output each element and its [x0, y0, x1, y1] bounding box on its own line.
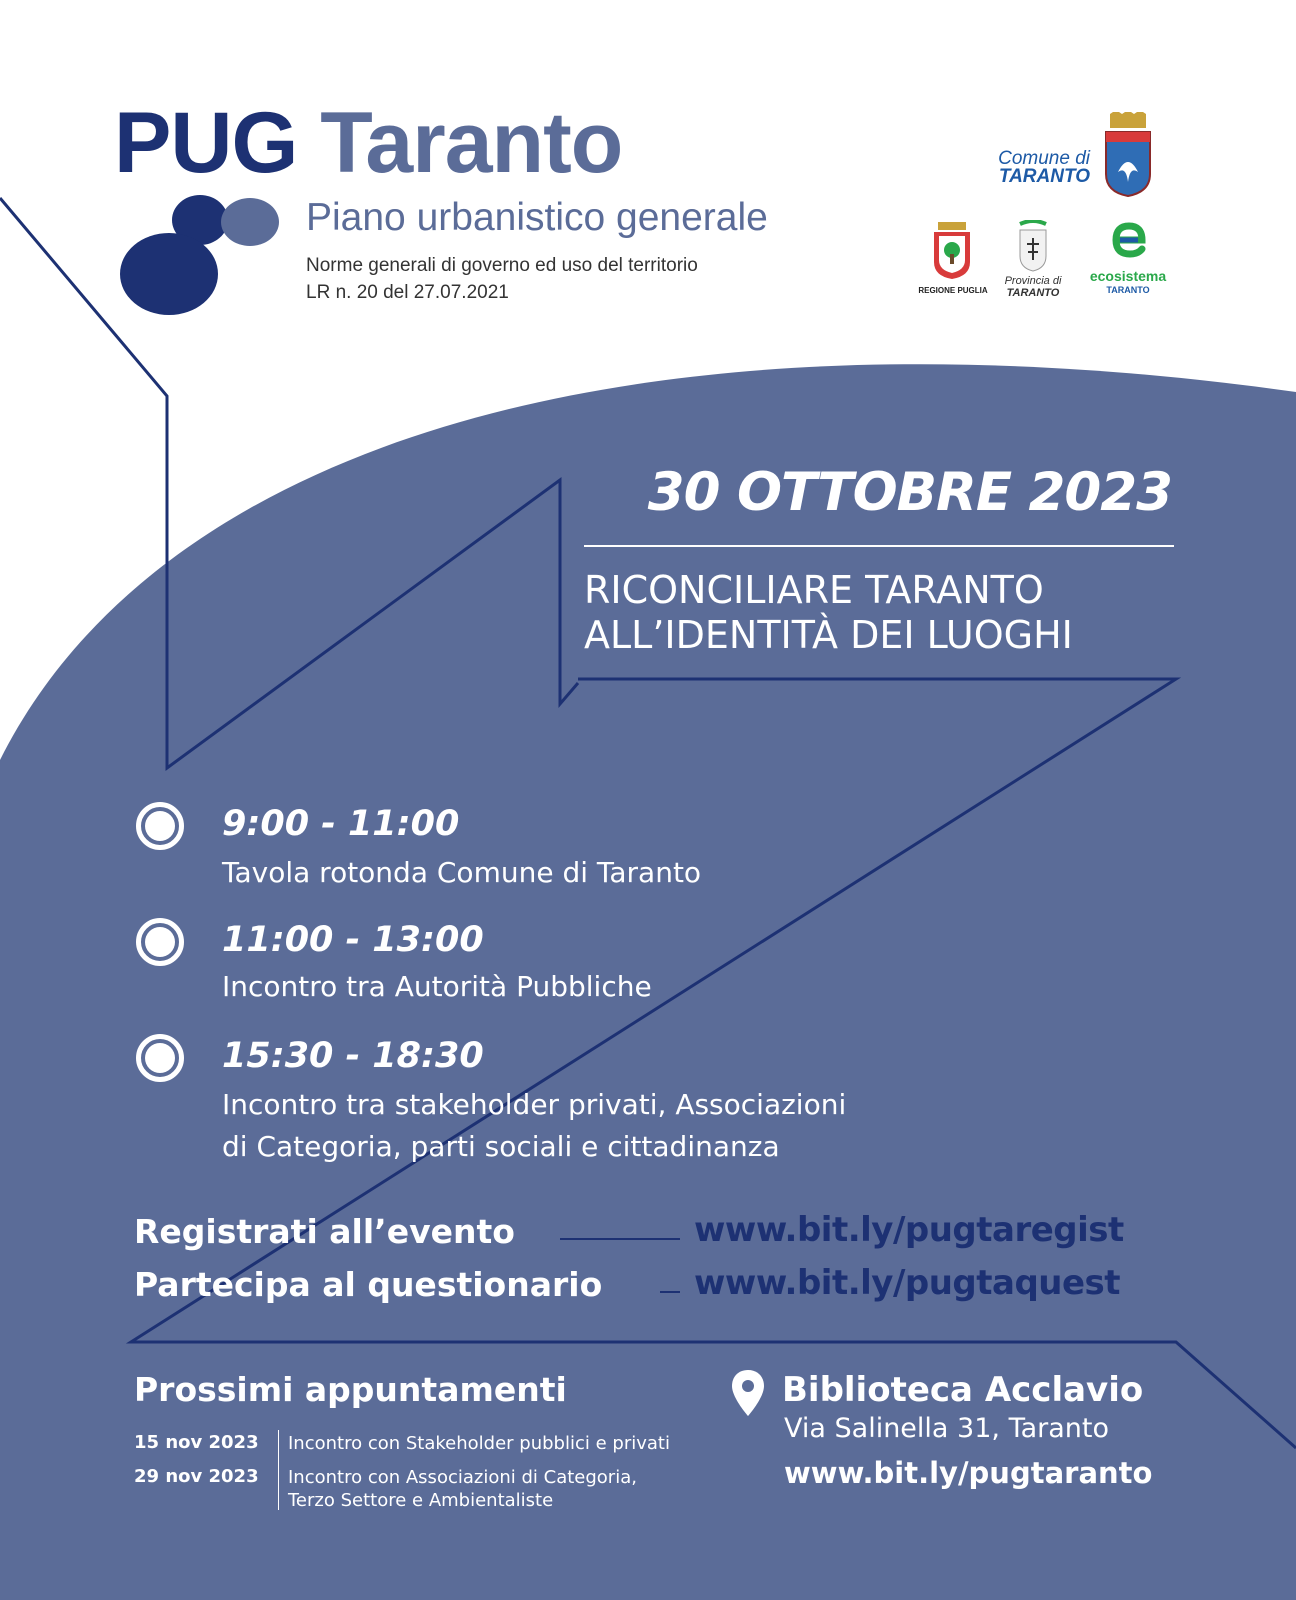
next-appointments-title: Prossimi appuntamenti [134, 1370, 567, 1409]
event-theme-line1: RICONCILIARE TARANTO [584, 568, 1044, 612]
pug-taranto-title [114, 95, 623, 191]
schedule-description: di Categoria, parti sociali e cittadinanza [222, 1130, 780, 1163]
pug-title-rest: Taranto [297, 95, 623, 191]
pug-subtitle: Piano urbanistico generale [306, 196, 768, 239]
provincia-label-line1: Provincia di [1004, 275, 1062, 287]
register-label: Registrati all’evento [134, 1212, 515, 1251]
venue-link[interactable]: www.bit.ly/pugtaranto [784, 1456, 1153, 1490]
schedule-description: Incontro tra Autorità Pubbliche [222, 970, 652, 1003]
schedule-time: 9:00 - 11:00 [222, 804, 460, 844]
pug-dots-logo [120, 195, 279, 315]
pug-title-strong: PUG [114, 95, 298, 191]
questionnaire-link[interactable]: www.bit.ly/pugtaquest [694, 1263, 1121, 1303]
provincia-label-line2: TARANTO [1006, 287, 1060, 299]
event-date: 30 OTTOBRE 2023 [647, 462, 1172, 523]
venue-name: Biblioteca Acclavio [782, 1370, 1144, 1410]
comune-logo-line2: TARANTO [998, 166, 1090, 187]
register-link[interactable]: www.bit.ly/pugtaregist [694, 1210, 1124, 1250]
schedule-time: 15:30 - 18:30 [222, 1036, 484, 1076]
provincia-crest-icon [1016, 220, 1050, 272]
ecosistema-city-label: TARANTO [1106, 285, 1150, 295]
regione-puglia-label: REGIONE PUGLIA [918, 286, 988, 295]
event-date-divider [584, 545, 1174, 547]
schedule-bullet-icon [136, 802, 184, 850]
schedule-description: Tavola rotonda Comune di Taranto [222, 856, 702, 889]
schedule-description: Incontro tra stakeholder privati, Associazioni [222, 1088, 847, 1121]
venue-address: Via Salinella 31, Taranto [784, 1413, 1110, 1444]
location-pin-icon [730, 1368, 766, 1418]
questionnaire-label: Partecipa al questionario [134, 1265, 603, 1304]
comune-logo-line1: Comune di [998, 148, 1090, 169]
event-theme [584, 568, 1174, 658]
ecosistema-label: ecosistema [1089, 268, 1167, 284]
questionnaire-dash [660, 1291, 680, 1293]
event-theme-line2: ALL’IDENTITÀ DEI LUOGHI [584, 613, 1073, 657]
next-appointment-description: Incontro con Stakeholder pubblici e privati [288, 1433, 670, 1454]
pug-description [306, 252, 698, 306]
regione-puglia-crest-icon [932, 222, 972, 280]
comune-crest-icon [1104, 112, 1152, 198]
pug-description-line2: LR n. 20 del 27.07.2021 [306, 282, 509, 303]
schedule-time: 11:00 - 13:00 [222, 920, 484, 960]
next-appointment-description: Terzo Settore e Ambientaliste [288, 1490, 554, 1511]
register-dash [560, 1238, 680, 1240]
next-appointment-description: Incontro con Associazioni di Categoria, [288, 1467, 637, 1488]
next-appointment-date: 29 nov 2023 [134, 1466, 259, 1487]
next-appointment-date: 15 nov 2023 [134, 1432, 259, 1453]
schedule-bullet-icon [136, 918, 184, 966]
next-appointments-divider [278, 1430, 279, 1510]
ecosistema-e-icon [1108, 222, 1150, 258]
schedule-bullet-icon [136, 1034, 184, 1082]
pug-description-line1: Norme generali di governo ed uso del territorio [306, 255, 698, 276]
